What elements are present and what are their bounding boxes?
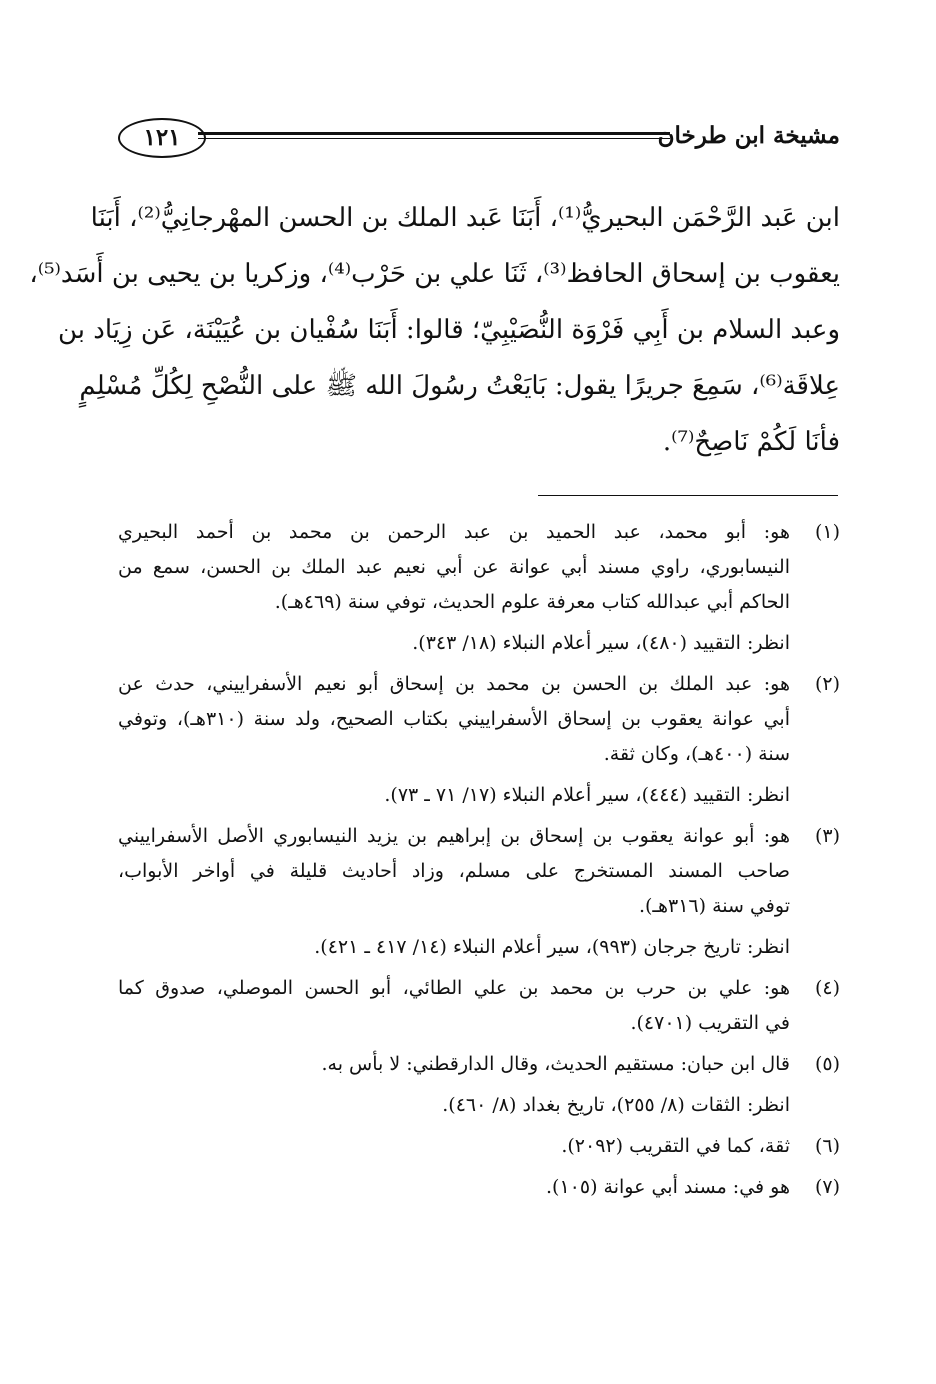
footnote-reference: انظر: الثقات (٨/ ٢٥٥)، تاريخ بغداد (٨/ ٤٦٠). [442,1094,790,1116]
header-rule [198,132,670,139]
main-text-line: يعقوب بن إسحاق الحافظ⁽³⁾، ثَنَا علي بن حَرْب⁽⁴⁾، وزكريا بن يحيى بن أَسَد⁽⁵⁾، [29,259,840,289]
footnote-number: (٥) [814,1053,840,1075]
footnote-4 [118,971,840,1041]
footnote-number: (٤) [814,977,840,999]
footnote-line: هو: أبو محمد، عبد الحميد بن عبد الرحمن بن محمد بن أحمد البحيري [118,521,790,543]
footnote-line: في التقريب (٤٧٠١). [630,1012,790,1034]
main-text-line: فأنَا لَكُمْ نَاصِحٌ⁽⁷⁾. [662,427,840,457]
main-text [29,190,840,470]
footnote-line: هو: علي بن حرب بن محمد بن علي الطائي، أبو الحسن الموصلي، صدوق كما [118,977,790,999]
main-text-line: وعبد السلام بن أَبِي فَرْوَة النُّصَيْبِيّ؛ قالوا: أَبَنَا سُفْيان بن عُيَيْنَة، عَن زِيَاد بن [58,315,840,345]
running-title: مشيخة ابن طرخان [657,122,840,149]
footnote-reference: انظر: التقييد (٤٨٠)، سير أعلام النبلاء (١٨/ ٣٤٣). [412,632,790,654]
page-header [118,118,840,158]
footnote-line: هو: أبو عوانة يعقوب بن إسحاق بن إبراهيم بن يزيد النيسابوري الأصل الأسفراييني [118,825,790,847]
footnote-line: قال ابن حبان: مستقيم الحديث، وقال الدارقطني: لا بأس به. [321,1053,790,1075]
footnote-line: سنة (٤٠٠هـ)، وكان ثقة. [603,743,790,765]
footnote-3 [118,819,840,965]
footnote-divider [538,495,838,496]
page-number-badge: ١٢١ [118,118,206,158]
footnote-6 [118,1129,840,1164]
footnote-number: (٦) [814,1135,840,1157]
footnote-5 [118,1047,840,1123]
footnote-line: هو: عبد الملك بن الحسن بن محمد بن إسحاق أبو نعيم الأسفراييني، حدث عن [118,673,790,695]
footnote-2 [118,667,840,813]
footnote-line: هو في: مسند أبي عوانة (١٠٥). [546,1176,790,1198]
footnote-line: النيسابوري، راوي مسند أبي عوانة عن أبي نعيم عبد الملك بن الحسن، سمع من [118,556,790,578]
footnote-number: (١) [814,521,840,543]
footnote-reference: انظر: تاريخ جرجان (٩٩٣)، سير أعلام النبلاء (١٤/ ٤١٧ ـ ٤٢١). [314,936,790,958]
footnote-reference: انظر: التقييد (٤٤٤)، سير أعلام النبلاء (١٧/ ٧١ ـ ٧٣). [384,784,790,806]
main-text-line: عِلاقَة⁽⁶⁾، سَمِعَ جريرًا يقول: بَايَعْتُ رسُولَ الله ﷺ على النُّصْحِ لِكُلِّ مُسْلِمٍ [79,371,840,401]
footnote-line: الحاكم أبي عبدالله كتاب معرفة علوم الحديث، توفي سنة (٤٦٩هـ). [274,591,790,613]
footnote-number: (٣) [814,825,840,847]
footnote-line: توفي سنة (٣١٦هـ). [638,895,790,917]
main-text-line: ابن عَبد الرَّحْمَن البحيريُّ⁽¹⁾، أَبَنَا عَبد الملك بن الحسن المهْرجانِيُّ⁽²⁾، أَبَنَا [90,203,840,233]
footnote-line: أبي عوانة يعقوب بن إسحاق الأسفراييني بكتاب الصحيح، ولد سنة (٣١٠هـ)، وتوفي [118,708,790,730]
footnote-number: (٧) [814,1176,840,1198]
footnotes [118,515,840,1205]
footnote-line: ثقة، كما في التقريب (٢٠٩٢). [561,1135,790,1157]
footnote-7 [118,1170,840,1205]
footnote-line: صاحب المسند المستخرج على مسلم، وزاد أحاديث قليلة في أواخر الأبواب، [118,860,790,882]
footnote-1 [118,515,840,661]
footnote-number: (٢) [814,673,840,695]
